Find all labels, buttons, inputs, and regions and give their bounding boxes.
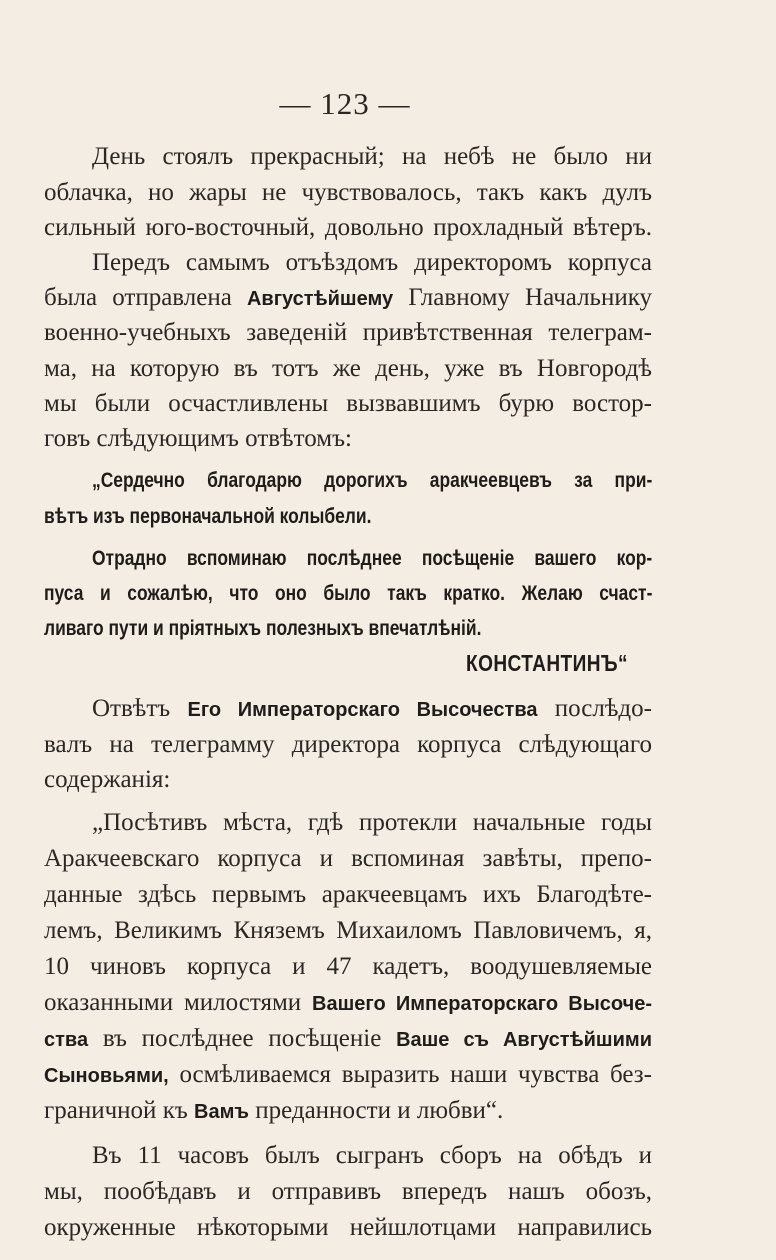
text-line: валъ на телеграмму директора корпуса слѣдующаго xyxy=(44,731,652,758)
text-line: окруженные нѣкоторыми нейшлотцами направились xyxy=(44,1214,652,1241)
text-line xyxy=(44,1057,652,1093)
text-line: облачка, но жары не чувствовалось, такъ какъ дулъ xyxy=(44,179,652,206)
page-number: — 123 — xyxy=(279,86,411,121)
telegram-line: ливаго пути и прiятныхъ полезныхъ впечатлѣнiй. xyxy=(44,617,482,640)
text-line xyxy=(92,691,652,727)
text-span: граничной къ xyxy=(44,1097,195,1124)
text-line: Передъ самымъ отъѣздомъ директоромъ корпуса xyxy=(92,249,652,276)
emphasis-text: Его Императорскаго Высочества xyxy=(187,699,538,721)
emphasis-text: Вамъ xyxy=(194,1101,249,1123)
emphasis-text: ства xyxy=(44,1029,89,1051)
text-span: преданности и любви“. xyxy=(248,1097,504,1124)
emphasis-text: Вашего Императорскаго Высоче- xyxy=(312,993,653,1015)
text-line xyxy=(44,280,652,316)
emphasis-text: Сыновьями, xyxy=(44,1065,169,1087)
text-line xyxy=(44,1021,652,1057)
telegram-line: Отрадно вспоминаю послѣднее посѣщенiе вашего кор- xyxy=(92,547,653,570)
text-span: послѣдо- xyxy=(537,695,652,722)
text-line: говъ слѣдующимъ отвѣтомъ: xyxy=(44,425,352,452)
text-line: День стоялъ прекрасный; на небѣ не было ни xyxy=(92,143,652,170)
telegram-signature: КОНСТАНТИНЪ“ xyxy=(466,650,628,676)
text-line: ма, на которую въ тотъ же день, уже въ Новгородѣ xyxy=(44,355,652,382)
text-span: Отвѣтъ xyxy=(92,695,188,722)
text-line: сильный юго-восточный, довольно прохладный вѣтеръ. xyxy=(44,214,652,241)
text-span: Главному Начальнику xyxy=(393,284,653,311)
text-line: 10 чиновъ корпуса и 47 кадетъ, воодушевляемые xyxy=(44,953,652,980)
telegram-line: вѣтъ изъ первоначальной колыбели. xyxy=(44,505,372,528)
text-line xyxy=(44,1093,652,1129)
text-line xyxy=(44,985,652,1021)
telegram-line: пуса и сожалѣю, что оно было такъ кратко. Желаю счаст- xyxy=(44,582,653,605)
text-line: Въ 11 часовъ былъ сыгранъ сборъ на обѣдъ и xyxy=(92,1142,652,1169)
text-line: мы, пообѣдавъ и отправивъ впередъ нашъ обозъ, xyxy=(44,1178,652,1205)
text-line: содержанiя: xyxy=(44,766,171,793)
telegram-line: „Сердечно благодарю дорогихъ аракчеевцевъ за при- xyxy=(92,469,653,492)
text-line: мы были осчастливлены вызвавшимъ бурю востор- xyxy=(44,390,652,417)
emphasis-text: Августѣйшему xyxy=(246,288,394,310)
text-span: осмѣливаемся выразить наши чувства без- xyxy=(168,1061,652,1088)
text-line: военно-учебныхъ заведенiй привѣтственная телеграм- xyxy=(44,319,652,346)
text-span: въ послѣднее посѣщенiе xyxy=(88,1025,397,1052)
text-line: „Посѣтивъ мѣста, гдѣ протекли начальные годы xyxy=(92,809,652,836)
text-line: Аракчеевскаго корпуса и вспоминая завѣты, препо- xyxy=(44,845,652,872)
text-span: была отправлена xyxy=(44,284,247,311)
text-line: данные здѣсь первымъ аракчеевцамъ ихъ Благодѣте- xyxy=(44,881,652,908)
text-span: оказанными милостями xyxy=(44,989,313,1016)
emphasis-text: Ваше съ Августѣйшими xyxy=(396,1029,652,1051)
text-line: лемъ, Великимъ Княземъ Михаиломъ Павловичемъ, я, xyxy=(44,917,652,944)
